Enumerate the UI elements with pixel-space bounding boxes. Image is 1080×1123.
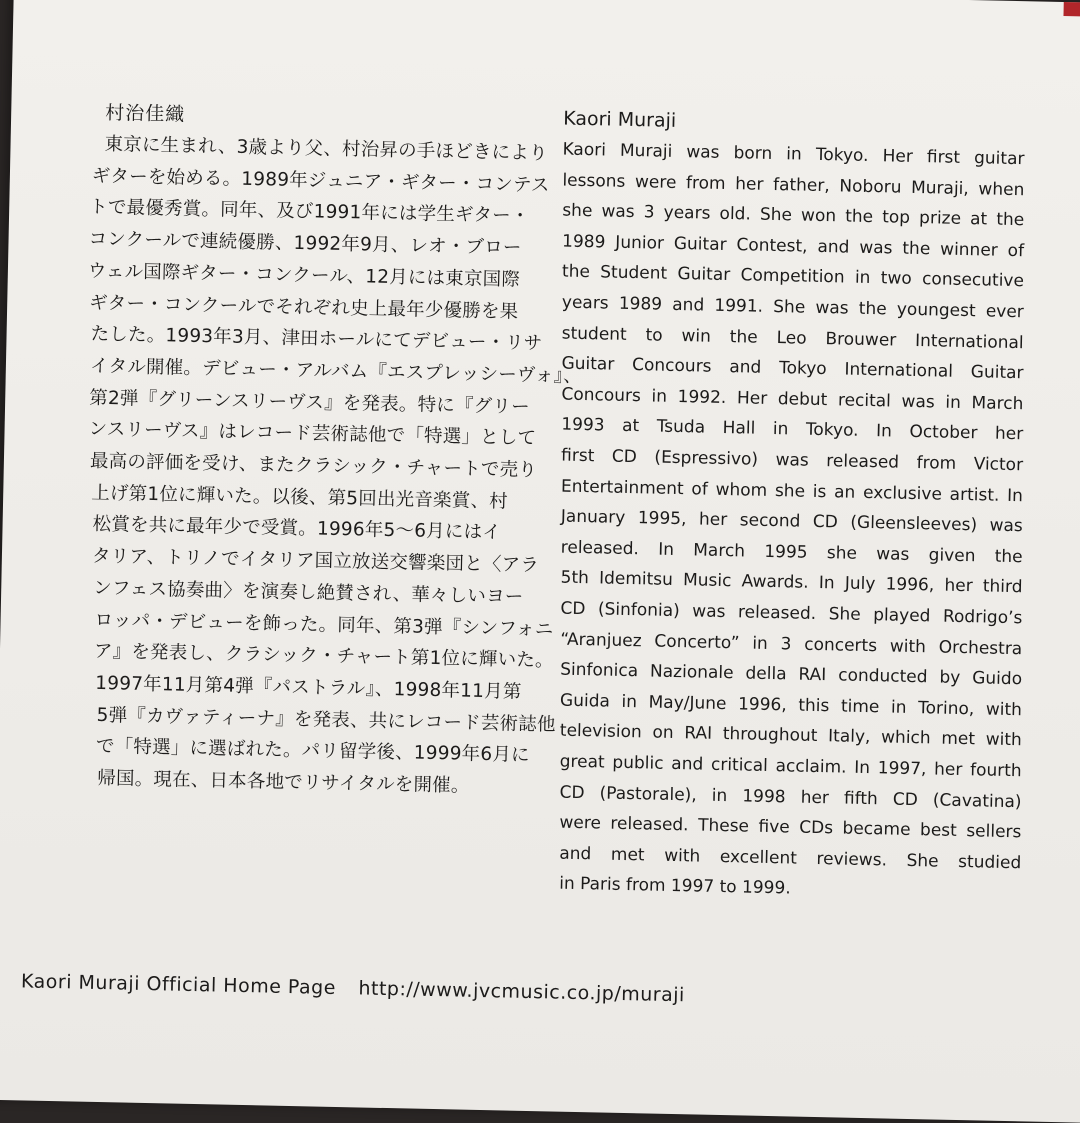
japanese-text-line: で「特選」に選ばれた。パリ留学後、1999年6月に bbox=[95, 736, 530, 767]
english-text-line: television on RAI throughout Italy, which met with bbox=[559, 720, 1023, 751]
japanese-text-line: 5弾『カヴァティーナ』を発表、共にレコード芸術誌他 bbox=[96, 704, 556, 736]
japanese-text-line: 東京に生まれ、3歳より父、村治昇の手ほどきにより bbox=[104, 133, 548, 165]
english-text-line: Guida in May/June 1996, this time in Torino, with bbox=[559, 690, 1023, 721]
japanese-text-line: 1997年11月第4弾『パストラル』、1998年11月第 bbox=[95, 672, 522, 703]
english-text-line: in Paris from 1997 to 1999. bbox=[558, 874, 791, 899]
english-text-line: and met with excellent reviews. She studied bbox=[559, 843, 1022, 874]
official-homepage-line bbox=[21, 970, 685, 1006]
homepage-url: http://www.jvcmusic.co.jp/muraji bbox=[358, 977, 686, 1007]
english-text-line: Kaori Muraji was born in Tokyo. Her first guitar bbox=[562, 139, 1025, 170]
english-title: Kaori Muraji bbox=[562, 107, 677, 132]
english-text-line: “Aranjuez Concerto” in 3 concerts with Orchestra bbox=[560, 629, 1023, 659]
japanese-biography bbox=[71, 101, 582, 797]
japanese-text-line: ンスリーヴス』はレコード芸術誌他で「特選」として bbox=[88, 418, 537, 450]
japanese-text-line: コンクールで連続優勝、1992年9月、レオ・ブロー bbox=[88, 228, 522, 259]
japanese-text-line: 帰国。現在、日本各地でリサイタルを開催。 bbox=[97, 767, 470, 797]
english-text-line: Concours in 1992. Her debut recital was in March bbox=[561, 384, 1024, 415]
english-text-line: 5th Idemitsu Music Awards. In July 1996, her third bbox=[560, 567, 1023, 598]
english-text-line: Entertainment of whom she is an exclusive artist. In bbox=[560, 476, 1024, 506]
english-text-line: released. In March 1995 she was given the bbox=[560, 537, 1023, 568]
japanese-text-line: 松賞を共に最年少で受賞。1996年5～6月にはイ bbox=[92, 514, 502, 544]
english-text-line: student to win the Leo Brouwer International bbox=[561, 323, 1024, 353]
japanese-text-line: ギターを始める。1989年ジュニア・ギター・コンテス bbox=[91, 165, 550, 196]
japanese-text-line: トで最優秀賞。同年、及び1991年には学生ギター・ bbox=[89, 197, 530, 228]
red-border-edge bbox=[1063, 2, 1080, 17]
english-text-line: CD (Sinfonia) was released. She played Rodrigo’s bbox=[560, 598, 1023, 629]
japanese-text-line: ギター・コンクールでそれぞれ史上最年少優勝を果 bbox=[89, 292, 519, 323]
japanese-text-line: ロッパ・デビューを飾った。同年、第3弾『シンフォニ bbox=[94, 609, 554, 640]
homepage-label: Kaori Muraji Official Home Page bbox=[20, 970, 337, 999]
japanese-text-line: 最高の評価を受け、またクラシック・チャートで売り bbox=[89, 450, 538, 482]
japanese-text-line: イタル開催。デビュー・アルバム『エスプレッシーヴォ』、 bbox=[89, 355, 582, 387]
english-text-line: 1993 at Tsuda Hall in Tokyo. In October her bbox=[561, 414, 1024, 445]
english-text-line: Guitar Concours and Tokyo International Guitar bbox=[561, 353, 1024, 384]
english-text-line: were released. These five CDs became best sellers bbox=[559, 812, 1022, 843]
english-text-line: the Student Guitar Competition in two consecutive bbox=[561, 261, 1025, 292]
japanese-text-line: たした。1993年3月、津田ホールにてデビュー・リサ bbox=[90, 323, 543, 355]
english-text-line: Sinfonica Nazionale della RAI conducted by Guido bbox=[559, 659, 1023, 690]
japanese-text-line: 第2弾『グリーンスリーヴス』を発表。特に『グリー bbox=[89, 387, 530, 418]
japanese-text-line: ア』を発表し、クラシック・チャート第1位に輝いた。 bbox=[93, 641, 554, 672]
english-text-line: great public and critical acclaim. In 1997, her fourth bbox=[559, 751, 1022, 782]
english-text-line: she was 3 years old. She won the top prize at the bbox=[562, 200, 1025, 231]
japanese-text-line: ンフェス協奏曲〉を演奏し絶賛され、華々しいヨー bbox=[93, 577, 524, 608]
english-biography bbox=[558, 107, 1043, 899]
english-text-line: first CD (Espressivo) was released from Victor bbox=[560, 445, 1024, 476]
english-text-line: 1989 Junior Guitar Contest, and was the winner of bbox=[561, 231, 1025, 262]
english-text-line: years 1989 and 1991. She was the youngest ever bbox=[561, 292, 1024, 323]
japanese-text-line: 上げ第1位に輝いた。以後、第5回出光音楽賞、村 bbox=[91, 482, 509, 513]
japanese-text-line: ウェル国際ギター・コンクール、12月には東京国際 bbox=[87, 260, 521, 291]
english-text-line: lessons were from her father, Noboru Muraji, when bbox=[562, 170, 1025, 200]
english-text-line: January 1995, her second CD (Gleensleeves) was bbox=[560, 506, 1023, 537]
japanese-title: 村治佳織 bbox=[105, 101, 186, 126]
english-text-line: CD (Pastorale), in 1998 her fifth CD (Cavatina) bbox=[559, 782, 1022, 812]
japanese-text-line: タリア、トリノでイタリア国立放送交響楽団と〈アラ bbox=[91, 545, 540, 577]
